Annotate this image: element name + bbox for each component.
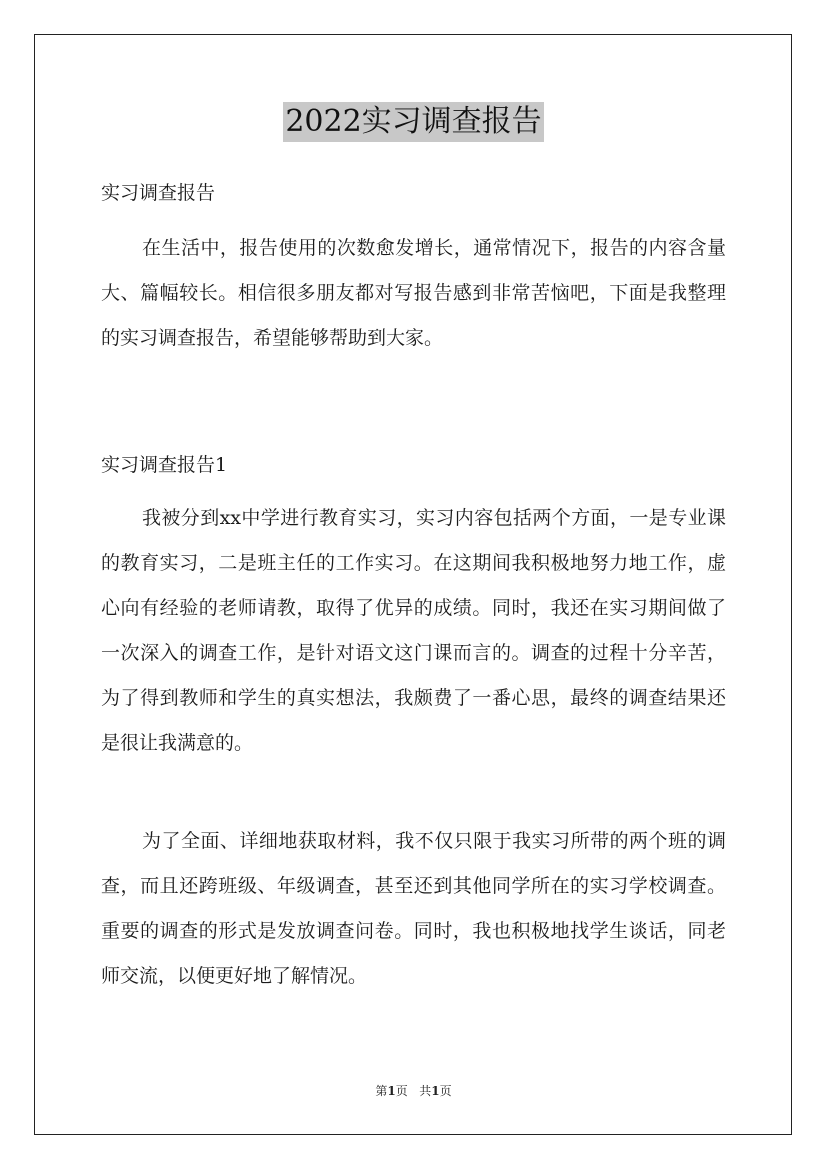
page-prefix: 第 [375,1084,388,1098]
document-title: 2022实习调查报告 [283,102,543,142]
title-container [0,102,827,142]
section-heading: 实习调查报告 [101,182,216,204]
body-paragraph-2: 为了全面、详细地获取材料，我不仅只限于我实习所带的两个班的调查，而且还跨班级、年级调查，甚至还到其他同学所在的实习学校调查。重要的调查的形式是发放调查问卷。同时，我也积极地找学生谈话，同老师交流，以便更好地了解情况。 [101,830,726,987]
intro-paragraph: 在生活中，报告使用的次数愈发增长，通常情况下，报告的内容含量大、篇幅较长。相信很多朋友都对写报告感到非常苦恼吧，下面是我整理的实习调查报告，希望能够帮助到大家。 [101,237,726,349]
subsection-heading: 实习调查报告1 [101,454,228,476]
page-suffix: 页 [395,1084,408,1098]
total-pages: 1 [431,1084,440,1098]
total-prefix: 共 [419,1084,432,1098]
body-paragraph-1: 我被分到xx中学进行教育实习，实习内容包括两个方面，一是专业课的教育实习，二是班主任的工作实习。在这期间我积极地努力地工作，虚心向有经验的老师请教，取得了优异的成绩。同时，我还在实习期间做了一次深入的调查工作，是针对语文这门课而言的。调查的过程十分辛苦，为了得到教师和学生的真实想法，我颇费了一番心思，最终的调查结果还是很让我满意的。 [101,507,726,754]
page-footer [0,1081,827,1101]
page-number: 1 [387,1084,396,1098]
total-suffix: 页 [439,1084,452,1098]
